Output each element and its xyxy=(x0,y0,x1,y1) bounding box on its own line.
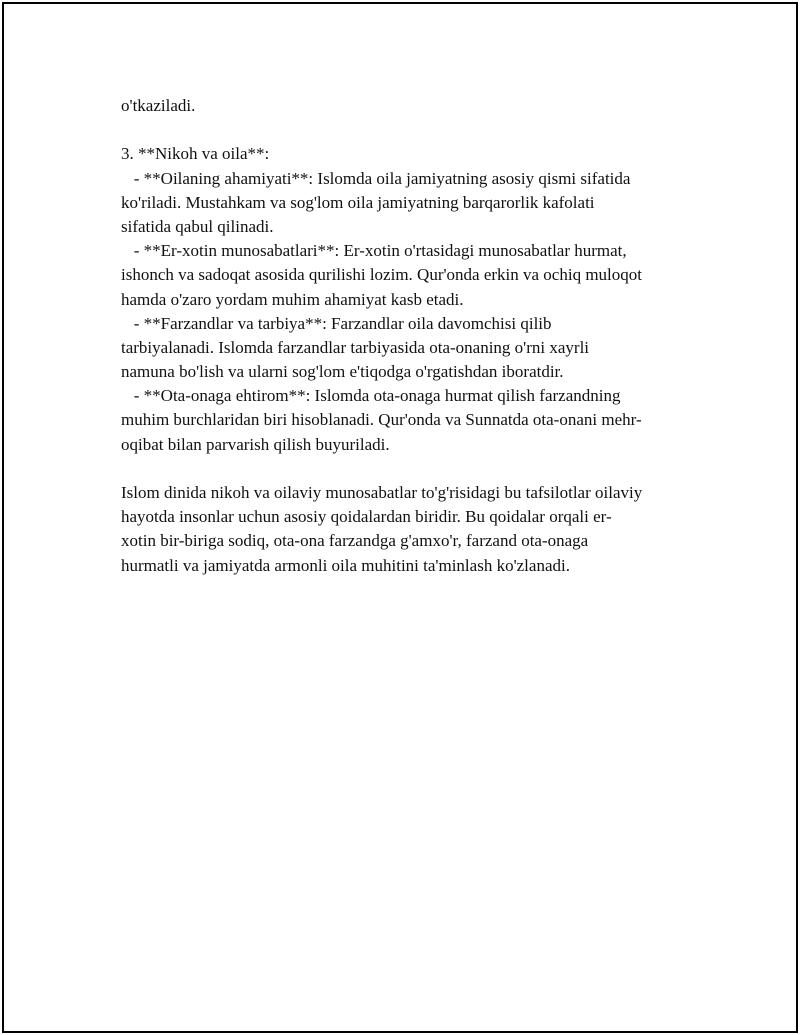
list-item-er-xotin-munosabatlari xyxy=(121,239,701,312)
list-item-line: - **Farzandlar va tarbiya**: Farzandlar oila davomchisi qilib xyxy=(121,313,552,333)
conclusion-line: hayotda insonlar uchun asosiy qoidalardan biridir. Bu qoidalar orqali er- xyxy=(121,507,612,527)
list-item-line: muhim burchlaridan biri hisoblanadi. Qur'onda va Sunnatda ota-onani mehr- xyxy=(121,410,642,430)
list-item-line: ishonch va sadoqat asosida qurilishi lozim. Qur'onda erkin va ochiq muloqot xyxy=(121,265,642,285)
conclusion-line: Islom dinida nikoh va oilaviy munosabatlar to'g'risidagi bu tafsilotlar oilaviy xyxy=(121,483,643,502)
list-item-line: oqibat bilan parvarish qilish buyuriladi. xyxy=(121,434,390,454)
conclusion-line: xotin bir-biriga sodiq, ota-ona farzandga g'amxo'r, farzand ota-onaga xyxy=(121,531,589,551)
list-item-oilaning-ahamiyati xyxy=(121,167,701,240)
list-item-farzandlar-va-tarbiya xyxy=(121,312,701,385)
list-item-line: ko'riladi. Mustahkam va sog'lom oila jamiyatning barqarorlik kafolati xyxy=(121,192,595,212)
paragraph-gap xyxy=(121,457,701,481)
list-item-line: namuna bo'lish va ularni sog'lom e'tiqodga o'rgatishdan iboratdir. xyxy=(121,362,564,382)
section-heading: 3. **Nikoh va oila**: xyxy=(121,144,270,164)
list-item-line: - **Er-xotin munosabatlari**: Er-xotin o'rtasidagi munosabatlar hurmat, xyxy=(121,241,627,261)
conclusion-paragraph xyxy=(121,481,701,578)
list-item-line: hamda o'zaro yordam muhim ahamiyat kasb etadi. xyxy=(121,289,464,309)
document-page xyxy=(2,2,798,1033)
list-item-line: tarbiyalanadi. Islomda farzandlar tarbiyasida ota-onaning o'rni xayrli xyxy=(121,337,590,357)
intro-line: o'tkaziladi. xyxy=(121,96,196,115)
document-text xyxy=(121,94,701,578)
list-item-ota-onaga-ehtirom xyxy=(121,384,701,457)
list-item-line: sifatida qabul qilinadi. xyxy=(121,216,274,236)
list-item-line: - **Ota-onaga ehtirom**: Islomda ota-onaga hurmat qilish farzandning xyxy=(121,386,621,406)
paragraph-gap xyxy=(121,118,701,142)
conclusion-line: hurmatli va jamiyatda armonli oila muhitini ta'minlash ko'zlanadi. xyxy=(121,555,570,575)
list-item-line: - **Oilaning ahamiyati**: Islomda oila jamiyatning asosiy qismi sifatida xyxy=(121,168,631,188)
